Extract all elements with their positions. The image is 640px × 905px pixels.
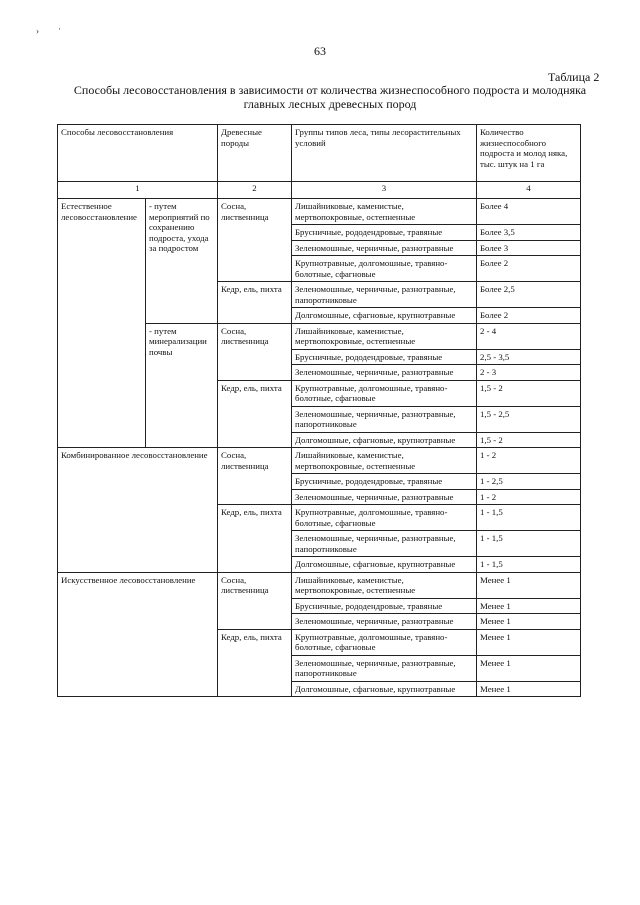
method-combined: Комбинированное лесовосстановление — [58, 448, 218, 573]
forest-group: Долгомошные, сфагновые, крупнотравные — [292, 432, 477, 448]
forest-group: Зеленомошные, черничные, разнотравные — [292, 240, 477, 256]
quantity-value: 1 - 2,5 — [477, 474, 581, 490]
quantity-value: Менее 1 — [477, 614, 581, 630]
quantity-value: Более 2,5 — [477, 282, 581, 308]
forest-group: Зеленомошные, черничные, разнотравные — [292, 489, 477, 505]
header-quantity: Количество жизнеспособного подроста и молод няка, тыс. штук на 1 га — [477, 125, 581, 182]
forest-group: Зеленомошные, черничные, разнотравные, папоротниковые — [292, 655, 477, 681]
table-label: Таблица 2 — [548, 70, 600, 84]
quantity-value: 1 - 1,5 — [477, 531, 581, 557]
quantity-value: Менее 1 — [477, 598, 581, 614]
forest-group: Лишайниковые, каменистые, мертвопокровные, остепненные — [292, 323, 477, 349]
quantity-value: 2,5 - 3,5 — [477, 349, 581, 365]
page-number: 63 — [314, 44, 326, 58]
quantity-value: 2 - 3 — [477, 365, 581, 381]
forest-group: Брусничные, рододендровые, травяные — [292, 349, 477, 365]
quantity-value: Менее 1 — [477, 629, 581, 655]
forest-group: Лишайниковые, каменистые, мертвопокровные, остепненные — [292, 448, 477, 474]
quantity-value: Более 2 — [477, 256, 581, 282]
quantity-value: Более 2 — [477, 308, 581, 324]
quantity-value: 1 - 2 — [477, 448, 581, 474]
reforestation-table — [57, 124, 581, 697]
forest-group: Брусничные, рододендровые, травяные — [292, 598, 477, 614]
forest-group: Зеленомошные, черничные, разнотравные — [292, 614, 477, 630]
quantity-value: 1,5 - 2,5 — [477, 406, 581, 432]
column-number: 4 — [477, 182, 581, 199]
quantity-value: 1,5 - 2 — [477, 432, 581, 448]
quantity-value: Более 3,5 — [477, 225, 581, 241]
table-row — [58, 199, 581, 225]
method-natural: Естественное лесовосстановление — [58, 199, 146, 448]
forest-group: Зеленомошные, черничные, разнотравные, папоротниковые — [292, 531, 477, 557]
page-title: Способы лесовосстановления в зависимости от количества жизнеспособного подроста и молодняка главных лесных древесных пород — [73, 83, 587, 111]
species-pine-larch: Сосна, лиственница — [218, 199, 292, 282]
column-number: 2 — [218, 182, 292, 199]
quantity-value: Более 3 — [477, 240, 581, 256]
table-row — [58, 448, 581, 474]
quantity-value: 1 - 1,5 — [477, 557, 581, 573]
method-natural-sub2: - путем минерализации почвы — [146, 323, 218, 448]
quantity-value: Менее 1 — [477, 572, 581, 598]
forest-group: Зеленомошные, черничные, разнотравные, папоротниковые — [292, 406, 477, 432]
species-pine-larch: Сосна, лиственница — [218, 572, 292, 629]
forest-group: Долгомошные, сфагновые, крупнотравные — [292, 681, 477, 697]
species-cedar-spruce-fir: Кедр, ель, пихта — [218, 505, 292, 573]
header-methods: Способы лесовосстановления — [58, 125, 218, 182]
quantity-value: 2 - 4 — [477, 323, 581, 349]
forest-group: Зеленомошные, черничные, разнотравные, папоротниковые — [292, 282, 477, 308]
quantity-value: Менее 1 — [477, 655, 581, 681]
header-groups: Группы типов леса, типы лесорастительных условий — [292, 125, 477, 182]
quantity-value: 1 - 1,5 — [477, 505, 581, 531]
column-number: 1 — [58, 182, 218, 199]
species-cedar-spruce-fir: Кедр, ель, пихта — [218, 629, 292, 697]
column-number: 3 — [292, 182, 477, 199]
scan-mark: · — [58, 24, 61, 34]
forest-group: Брусничные, рододендровые, травяные — [292, 225, 477, 241]
species-cedar-spruce-fir: Кедр, ель, пихта — [218, 380, 292, 448]
species-cedar-spruce-fir: Кедр, ель, пихта — [218, 282, 292, 324]
quantity-value: Менее 1 — [477, 681, 581, 697]
forest-group: Зеленомошные, черничные, разнотравные — [292, 365, 477, 381]
method-artificial: Искусственное лесовосстановление — [58, 572, 218, 697]
species-pine-larch: Сосна, лиственница — [218, 323, 292, 380]
forest-group: Лишайниковые, каменистые, мертвопокровные, остепненные — [292, 199, 477, 225]
method-natural-sub1: - путем мероприятий по сохранению подроста, ухода за подростом — [146, 199, 218, 324]
quantity-value: 1,5 - 2 — [477, 380, 581, 406]
forest-group: Лишайниковые, каменистые, мертвопокровные, остепненные — [292, 572, 477, 598]
forest-group: Крупнотравные, долгомошные, травяно-болотные, сфагновые — [292, 629, 477, 655]
quantity-value: 1 - 2 — [477, 489, 581, 505]
forest-group: Крупнотравные, долгомошные, травяно-болотные, сфагновые — [292, 256, 477, 282]
forest-group: Долгомошные, сфагновые, крупнотравные — [292, 308, 477, 324]
quantity-value: Более 4 — [477, 199, 581, 225]
forest-group: Крупнотравные, долгомошные, травяно-болотные, сфагновые — [292, 380, 477, 406]
forest-group: Брусничные, рододендровые, травяные — [292, 474, 477, 490]
forest-group: Долгомошные, сфагновые, крупнотравные — [292, 557, 477, 573]
scan-mark: › — [36, 26, 39, 36]
table-row — [58, 572, 581, 598]
species-pine-larch: Сосна, лиственница — [218, 448, 292, 505]
column-number-row — [58, 182, 581, 199]
table-header-row — [58, 125, 581, 182]
forest-group: Крупнотравные, долгомошные, травяно-болотные, сфагновые — [292, 505, 477, 531]
header-species: Древесные породы — [218, 125, 292, 182]
